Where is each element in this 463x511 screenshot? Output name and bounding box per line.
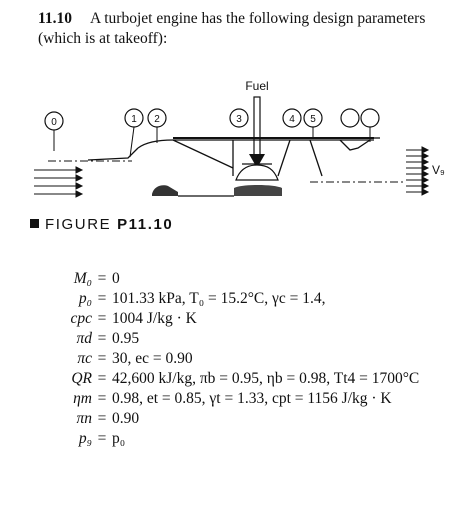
param-symbol: ηm (73, 390, 92, 407)
param-row: M₀ = 0 (48, 269, 419, 289)
turbojet-diagram (28, 76, 453, 226)
param-value: 0 (112, 270, 120, 287)
param-value: 42,600 kJ/kg, πb = 0.95, ηb = 0.98, Tt4 = 1700°C (112, 370, 420, 387)
figure-label-prefix: FIGURE (45, 216, 112, 233)
station-label-0: 0 (51, 117, 57, 128)
param-symbol: πd (76, 330, 92, 347)
param-value: 30, ec = 0.90 (112, 350, 193, 367)
station-label-4: 4 (289, 114, 295, 125)
param-row: πd = 0.95 (48, 329, 419, 349)
param-row: QR = 42,600 kJ/kg, πb = 0.95, ηb = 0.98, Tt4 = 1700°C (48, 369, 419, 389)
problem-statement (38, 9, 448, 49)
param-value: 1004 J/kg · K (112, 310, 197, 327)
parameter-list (48, 269, 419, 449)
param-symbol: QR (71, 370, 92, 387)
engine-core-shape (234, 185, 282, 196)
param-value: 0.90 (112, 410, 140, 427)
station-labels (51, 114, 316, 128)
param-row: ηm = 0.98, et = 0.85, γt = 1.33, cpt = 1156 J/kg · K (48, 389, 419, 409)
param-row: cpc = 1004 J/kg · K (48, 309, 419, 329)
param-symbol: cpc (70, 310, 92, 327)
station-8-circle (341, 109, 359, 127)
station-label-5: 5 (310, 114, 316, 125)
param-symbol: p₉ (78, 430, 92, 447)
inlet-flow-arrows (34, 167, 82, 197)
exit-flow-arrows (406, 147, 428, 195)
param-symbol: πc (77, 350, 92, 367)
problem-text: A turbojet engine has the following design parameters (which is at takeoff): (38, 10, 426, 47)
param-symbol: p₀ (78, 290, 92, 307)
figure-caption (30, 216, 173, 233)
fuel-label: Fuel (245, 79, 269, 93)
turbojet-figure (28, 76, 453, 233)
param-row: p₀ = 101.33 kPa, T₀ = 15.2°C, γc = 1.4, (48, 289, 419, 309)
station-label-2: 2 (154, 114, 160, 125)
param-symbol: πn (76, 410, 92, 427)
figure-label-number: P11.10 (117, 216, 174, 233)
param-value: p₀ (112, 430, 126, 447)
param-symbol: M₀ (73, 270, 92, 287)
problem-number: 11.10 (38, 10, 73, 27)
fuel-injector (254, 97, 260, 157)
combustor-body (236, 165, 278, 180)
station-markers (45, 109, 379, 130)
param-value: 101.33 kPa, T₀ = 15.2°C, γc = 1.4, (112, 290, 326, 307)
station-label-1: 1 (131, 114, 137, 125)
param-row: πn = 0.90 (48, 409, 419, 429)
param-row: p₉ = p₀ (48, 429, 419, 449)
station-leaders (54, 127, 370, 157)
inlet-lip-shape (152, 185, 178, 196)
exit-velocity-label: V₉ (432, 163, 445, 177)
param-value: 0.95 (112, 330, 140, 347)
station-9-circle (361, 109, 379, 127)
station-label-3: 3 (236, 114, 242, 125)
param-value: 0.98, et = 0.85, γt = 1.33, cpt = 1156 J/kg · K (112, 390, 392, 407)
param-row: πc = 30, ec = 0.90 (48, 349, 419, 369)
caption-square-icon (30, 219, 39, 228)
